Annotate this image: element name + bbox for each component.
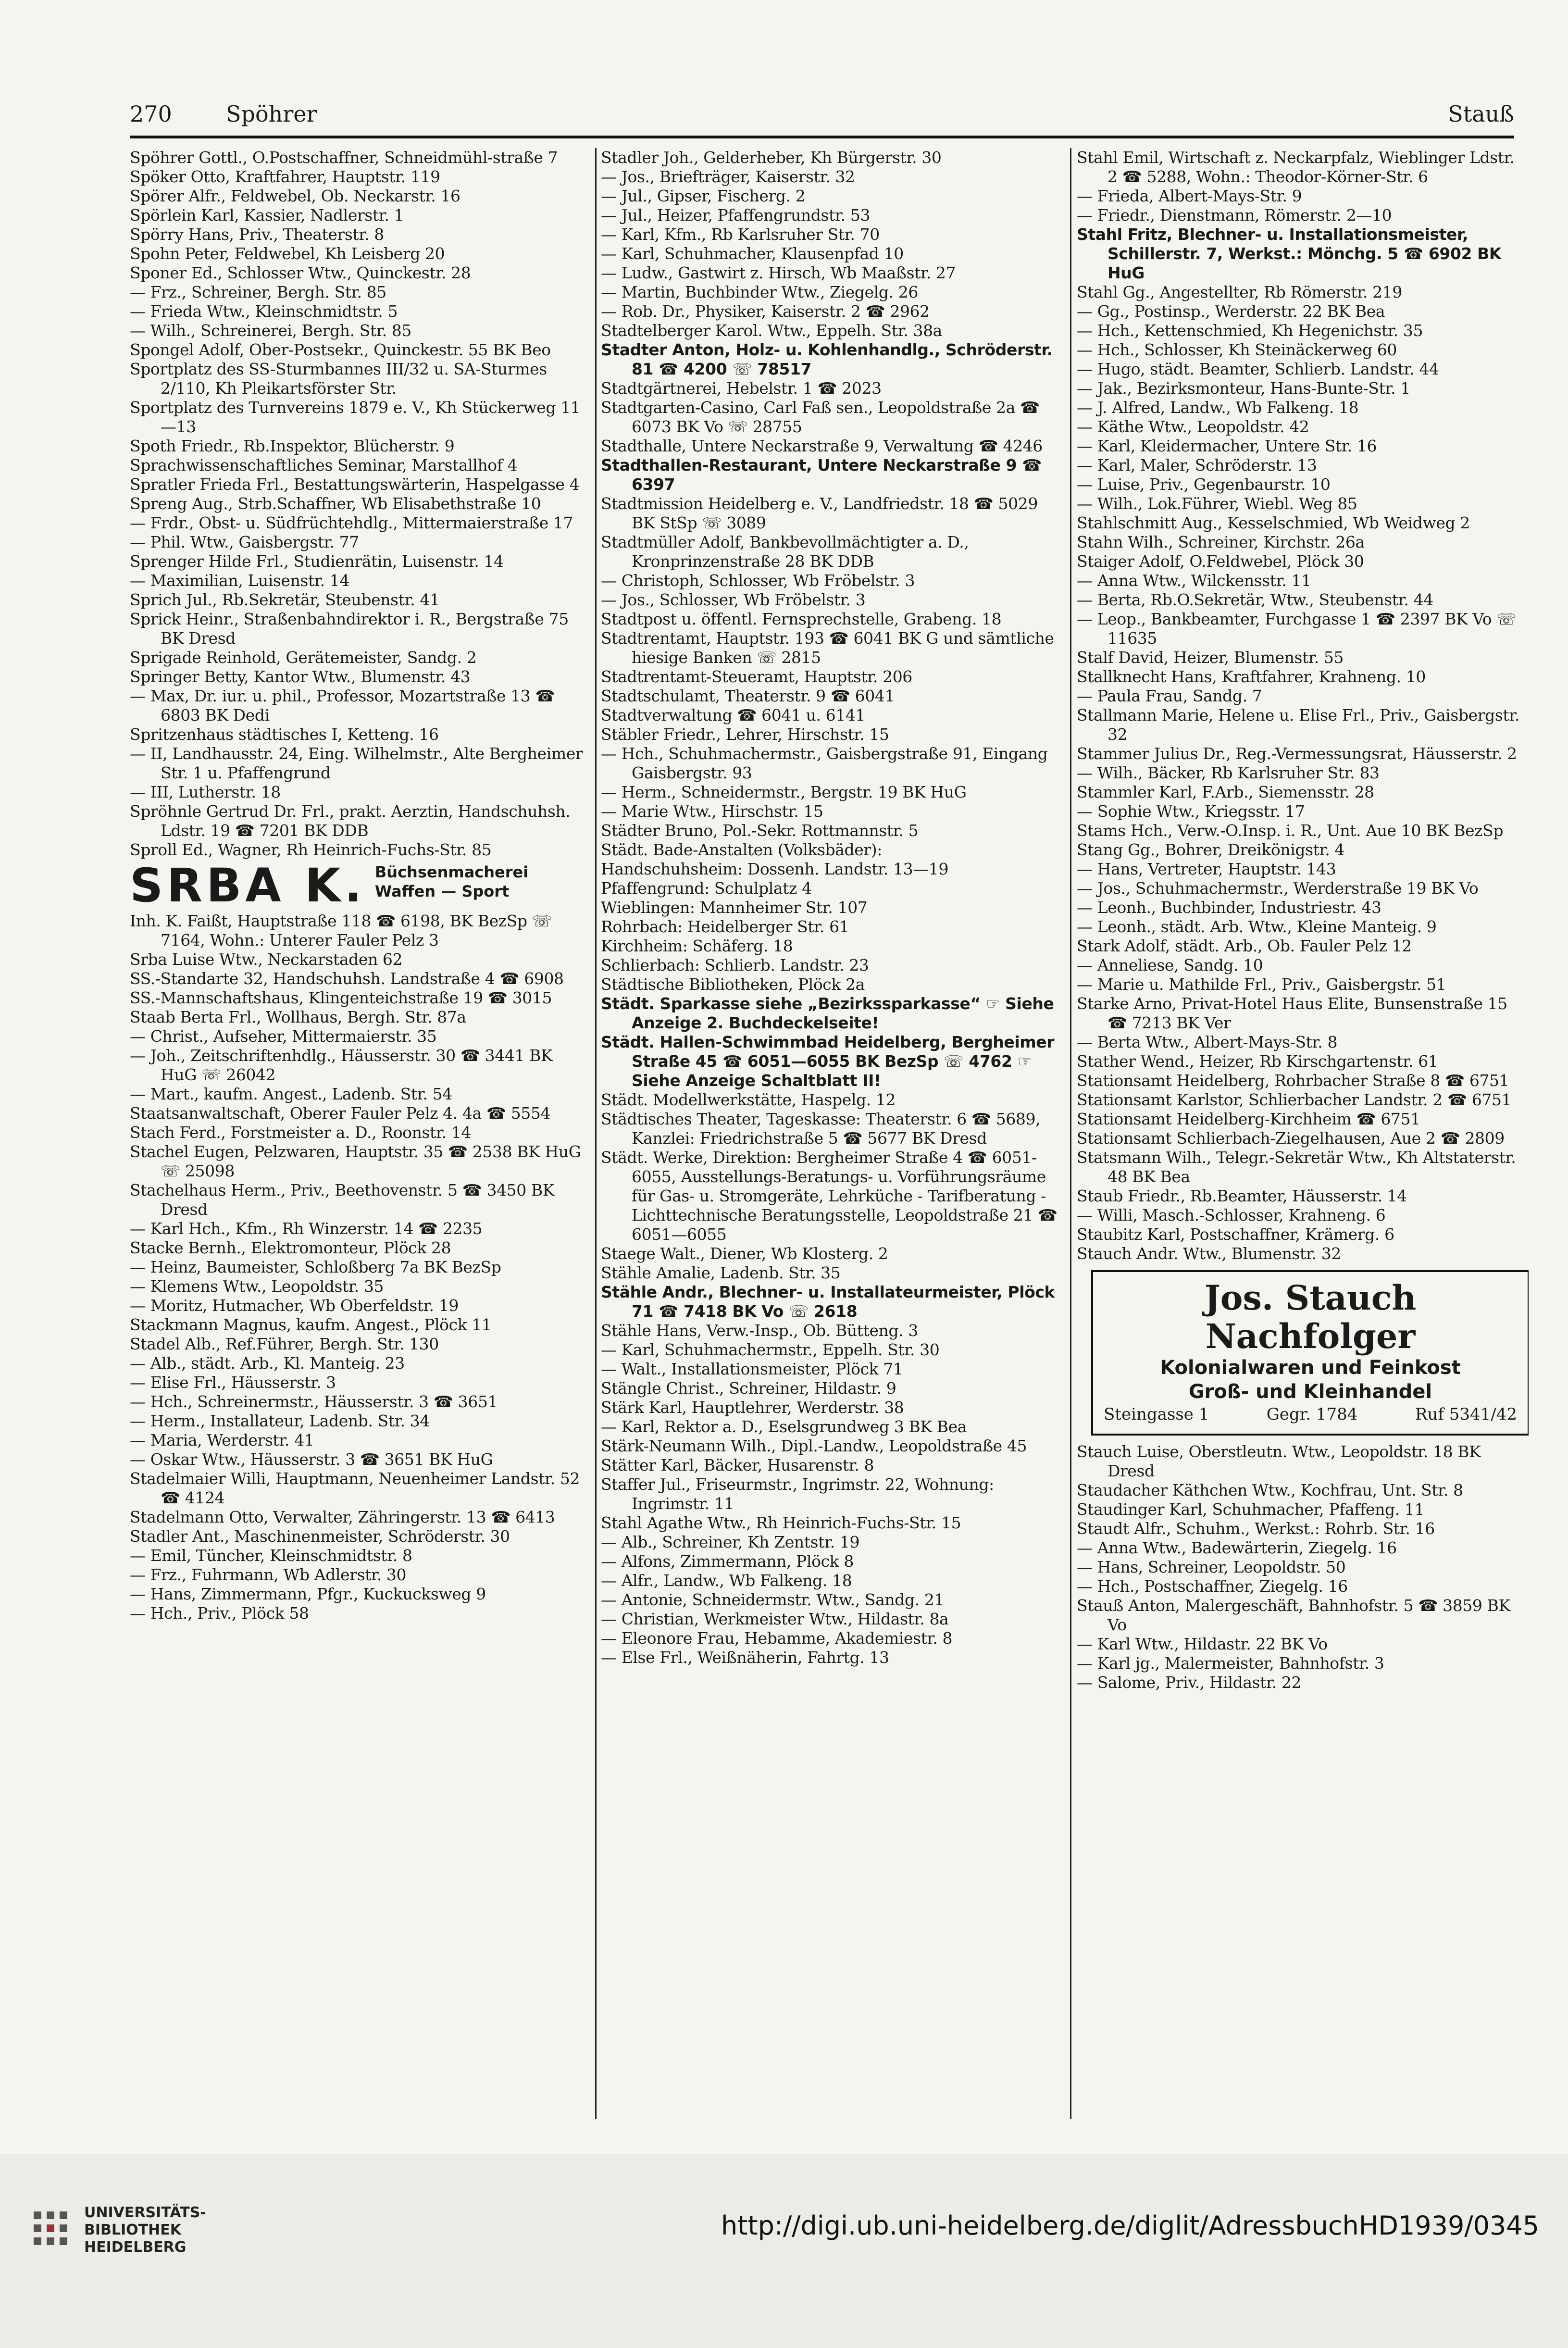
directory-entry: Sprenger Hilde Frl., Studienrätin, Luisenstr. 14 [130, 552, 504, 571]
directory-entry: — Hch., Schlosser, Kh Steinäckerweg 60 [1077, 340, 1397, 359]
directory-entry: — Rob. Dr., Physiker, Kaiserstr. 2 ☎ 2962 [601, 302, 930, 321]
directory-entry: Städtische Bibliotheken, Plöck 2a [601, 975, 865, 994]
directory-entry: — Moritz, Hutmacher, Wb Oberfeldstr. 19 [130, 1296, 459, 1315]
directory-entry: Stacke Bernh., Elektromonteur, Plöck 28 [130, 1238, 451, 1257]
directory-entry: — Else Frl., Weißnäherin, Fahrtg. 13 [601, 1648, 889, 1667]
stauch-advertisement [1091, 1270, 1529, 1436]
directory-entry: — Maria, Werderstr. 41 [130, 1431, 314, 1449]
directory-entry: — Hans, Schreiner, Leopoldstr. 50 [1077, 1558, 1346, 1576]
directory-entry: Stallmann Marie, Helene u. Elise Frl., Priv., Gaisbergstr. 32 [1077, 706, 1520, 744]
directory-entry: Stärk-Neumann Wilh., Dipl.-Landw., Leopoldstraße 45 [601, 1436, 1027, 1455]
directory-entry: — Gg., Postinsp., Werderstr. 22 BK Bea [1077, 302, 1385, 321]
stauch-founded: Gegr. 1784 [1266, 1405, 1358, 1424]
directory-entry: — Hch., Schuhmachermstr., Gaisbergstraße 91, Eingang Gaisbergstr. 93 [601, 744, 1048, 782]
directory-entry: Stähle Hans, Verw.-Insp., Ob. Bütteng. 3 [601, 1321, 918, 1340]
directory-entry: — Frieda Wtw., Kleinschmidtstr. 5 [130, 302, 398, 321]
directory-entry: Spohn Peter, Feldwebel, Kh Leisberg 20 [130, 244, 445, 263]
stauch-line1: Kolonialwaren und Feinkost [1160, 1357, 1461, 1379]
directory-entry: Stadler Joh., Gelderheber, Kh Bürgerstr. 30 [601, 148, 942, 167]
directory-entry: Srba Luise Wtw., Neckarstaden 62 [130, 950, 403, 969]
directory-entry: Handschuhsheim: Dossenh. Landstr. 13—19 [601, 860, 949, 878]
directory-entry: Staatsanwaltschaft, Oberer Fauler Pelz 4. 4a ☎ 5554 [130, 1104, 551, 1123]
directory-entry: Stadtmüller Adolf, Bankbevollmächtigter a. D., Kronprinzenstraße 28 BK DDB [601, 533, 969, 571]
directory-entry: — Klemens Wtw., Leopoldstr. 35 [130, 1277, 384, 1296]
directory-entry: Pfaffengrund: Schulplatz 4 [601, 879, 812, 898]
directory-entry: — Jul., Gipser, Fischerg. 2 [601, 187, 806, 205]
directory-entry: Stams Hch., Verw.-O.Insp. i. R., Unt. Aue 10 BK BezSp [1077, 821, 1504, 840]
directory-entry: — Käthe Wtw., Leopoldstr. 42 [1077, 417, 1309, 436]
directory-entry: — III, Lutherstr. 18 [130, 783, 281, 801]
header-right-keyword: Stauß [1448, 101, 1514, 127]
column-2 [601, 148, 1062, 2119]
directory-entry: Staudinger Karl, Schuhmacher, Pfaffeng. 11 [1077, 1500, 1425, 1519]
directory-entry: Stallknecht Hans, Kraftfahrer, Krahneng. 10 [1077, 667, 1426, 686]
directory-entry: — Herm., Schneidermstr., Bergstr. 19 BK HuG [601, 783, 967, 801]
stauch-contact [1104, 1404, 1517, 1425]
directory-entry: — Karl, Rektor a. D., Eselsgrundweg 3 BK Bea [601, 1417, 967, 1436]
directory-entry: Stadtrentamt-Steueramt, Hauptstr. 206 [601, 667, 912, 686]
directory-entry: — Oskar Wtw., Häusserstr. 3 ☎ 3651 BK HuG [130, 1450, 493, 1469]
directory-entry: Städt. Modellwerkstätte, Haspelg. 12 [601, 1090, 896, 1109]
directory-entry: — Jos., Briefträger, Kaiserstr. 32 [601, 167, 855, 186]
srba-name: SRBA K. [130, 859, 366, 912]
srba-line2: Waffen — Sport [374, 882, 510, 900]
directory-entry: — J. Alfred, Landw., Wb Falkeng. 18 [1077, 398, 1359, 417]
directory-entry: Städt. Werke, Direktion: Bergheimer Straße 4 ☎ 6051-6055, Ausstellungs-Beratungs- u. Vorführungsräume für Gas- u. Stromgeräte, Lehrküche - Tarifberatung - Lichttechnische Beratungsstelle, Leopoldstraße 21 ☎ 6051—6055 [601, 1148, 1058, 1244]
directory-entry: Stationsamt Heidelberg-Kirchheim ☎ 6751 [1077, 1110, 1420, 1128]
directory-entry: — Karl Hch., Kfm., Rh Winzerstr. 14 ☎ 2235 [130, 1219, 483, 1238]
directory-entry: Sprigade Reinhold, Gerätemeister, Sandg. 2 [130, 648, 477, 667]
directory-entry: — Wilh., Bäcker, Rb Karlsruher Str. 83 [1077, 763, 1380, 782]
directory-entry: Stather Wend., Heizer, Rb Kirschgartenstr. 61 [1077, 1052, 1438, 1071]
directory-entry: SS.-Mannschaftshaus, Klingenteichstraße 19 ☎ 3015 [130, 988, 552, 1007]
column-divider [1070, 148, 1071, 2119]
directory-entry: Staab Berta Frl., Wollhaus, Bergh. Str. 87a [130, 1008, 466, 1026]
directory-entry: — Karl, Kleidermacher, Untere Str. 16 [1077, 437, 1377, 455]
directory-entry: Stammer Julius Dr., Reg.-Vermessungsrat, Häusserstr. 2 [1077, 744, 1517, 763]
directory-entry: Stachelhaus Herm., Priv., Beethovenstr. 5 ☎ 3450 BK Dresd [130, 1181, 555, 1219]
directory-entry: — Willi, Masch.-Schlosser, Krahneng. 6 [1077, 1206, 1386, 1224]
directory-entry: — Wilh., Lok.Führer, Wiebl. Weg 85 [1077, 494, 1357, 513]
stauch-title: Jos. Stauch Nachfolger [1204, 1278, 1417, 1356]
directory-entry: Spöhrer Gottl., O.Postschaffner, Schneidmühl-straße 7 [130, 148, 558, 167]
directory-entry: Stähle Andr., Blechner- u. Installateurmeister, Plöck 71 ☎ 7418 BK Vo ☏ 2618 [601, 1283, 1055, 1321]
directory-entry: Springer Betty, Kantor Wtw., Blumenstr. 43 [130, 667, 471, 686]
directory-entry: — Karl, Schuhmachermstr., Eppelh. Str. 30 [601, 1340, 940, 1359]
directory-entry: Stätter Karl, Bäcker, Husarenstr. 8 [601, 1456, 874, 1474]
directory-entry: — Luise, Priv., Gegenbaurstr. 10 [1077, 475, 1331, 494]
directory-entry: Staiger Adolf, O.Feldwebel, Plöck 30 [1077, 552, 1364, 571]
directory-entry: — Sophie Wtw., Kriegsstr. 17 [1077, 802, 1305, 821]
directory-entry: — Hans, Vertreter, Hauptstr. 143 [1077, 860, 1336, 878]
directory-entry: — Jak., Bezirksmonteur, Hans-Bunte-Str. 1 [1077, 379, 1410, 398]
directory-entry: Spöker Otto, Kraftfahrer, Hauptstr. 119 [130, 167, 440, 186]
column-1 [130, 148, 591, 2119]
directory-entry: Inh. K. Faißt, Hauptstraße 118 ☎ 6198, BK BezSp ☏ 7164, Wohn.: Unterer Fauler Pelz 3 [130, 912, 552, 949]
stauch-address: Steingasse 1 [1104, 1405, 1209, 1424]
directory-entry: — Karl jg., Malermeister, Bahnhofstr. 3 [1077, 1654, 1384, 1673]
directory-entry: Stängle Christ., Schreiner, Hildastr. 9 [601, 1379, 896, 1398]
directory-entry: Spörlein Karl, Kassier, Nadlerstr. 1 [130, 206, 404, 225]
directory-entry: Stäbler Friedr., Lehrer, Hirschstr. 15 [601, 725, 889, 744]
directory-entry: — Jos., Schuhmachermstr., Werderstraße 19 BK Vo [1077, 879, 1479, 898]
directory-entry: Stadtgarten-Casino, Carl Faß sen., Leopoldstraße 2a ☎ 6073 BK Vo ☏ 28755 [601, 398, 1040, 436]
directory-entry: — Alfr., Landw., Wb Falkeng. 18 [601, 1571, 852, 1590]
directory-entry: — Hch., Kettenschmied, Kh Hegenichstr. 35 [1077, 321, 1423, 340]
directory-entry: — Leonh., Buchbinder, Industriestr. 43 [1077, 898, 1381, 917]
directory-entry: — Marie Wtw., Hirschstr. 15 [601, 802, 823, 821]
directory-entry: — Wilh., Schreinerei, Bergh. Str. 85 [130, 321, 411, 340]
directory-entry: — Eleonore Frau, Hebamme, Akademiestr. 8 [601, 1629, 953, 1648]
column-divider [595, 148, 597, 2119]
directory-entry: Spreng Aug., Strb.Schaffner, Wb Elisabethstraße 10 [130, 494, 541, 513]
directory-entry: Stark Adolf, städt. Arb., Ob. Fauler Pelz 12 [1077, 937, 1412, 955]
directory-entry: Stadtmission Heidelberg e. V., Landfriedstr. 18 ☎ 5029 BK StSp ☏ 3089 [601, 494, 1038, 532]
directory-entry: Spörer Alfr., Feldwebel, Ob. Neckarstr. 16 [130, 187, 460, 205]
directory-entry: Stach Ferd., Forstmeister a. D., Roonstr. 14 [130, 1123, 472, 1142]
directory-entry: Wieblingen: Mannheimer Str. 107 [601, 898, 868, 917]
directory-entry: Stärk Karl, Hauptlehrer, Werderstr. 38 [601, 1398, 904, 1417]
directory-entry: Staub Friedr., Rb.Beamter, Häusserstr. 14 [1077, 1186, 1407, 1205]
directory-entry: Sportplatz des Turnvereins 1879 e. V., Kh Stückerweg 11—13 [130, 398, 581, 436]
directory-entry: — Maximilian, Luisenstr. 14 [130, 571, 349, 590]
page-number: 270 [130, 101, 172, 127]
directory-entry: Stachel Eugen, Pelzwaren, Hauptstr. 35 ☎ 2538 BK HuG ☏ 25098 [130, 1142, 581, 1180]
directory-entry: Stadter Anton, Holz- u. Kohlenhandlg., Schröderstr. 81 ☎ 4200 ☏ 78517 [601, 340, 1053, 378]
directory-entry: Spoth Friedr., Rb.Inspektor, Blücherstr. 9 [130, 437, 455, 455]
directory-entry: Staudt Alfr., Schuhm., Werkst.: Rohrb. Str. 16 [1077, 1519, 1435, 1538]
directory-entry: Städtisches Theater, Tageskasse: Theaterstr. 6 ☎ 5689, Kanzlei: Friedrichstraße 5 ☎ 5677 BK Dresd [601, 1110, 1041, 1148]
directory-entry: — Anna Wtw., Badewärterin, Ziegelg. 16 [1077, 1538, 1397, 1557]
directory-entry: — Christ., Aufseher, Mittermaierstr. 35 [130, 1027, 437, 1046]
directory-entry: — Max, Dr. iur. u. phil., Professor, Mozartstraße 13 ☎ 6803 BK Dedi [130, 687, 555, 724]
directory-entry: — Anna Wtw., Wilckensstr. 11 [1077, 571, 1311, 590]
directory-entry: Stadtelberger Karol. Wtw., Eppelh. Str. 38a [601, 321, 942, 340]
directory-entry: Stadthallen-Restaurant, Untere Neckarstraße 9 ☎ 6397 [601, 456, 1042, 494]
stauch-phone: Ruf 5341/42 [1415, 1405, 1517, 1424]
directory-entry: Stadelmaier Willi, Hauptmann, Neuenheimer Landstr. 52 ☎ 4124 [130, 1469, 580, 1507]
srba-line1: Büchsenmacherei [374, 863, 529, 881]
footer-bar [0, 2154, 1568, 2348]
directory-entry: Stadel Alb., Ref.Führer, Bergh. Str. 130 [130, 1335, 439, 1353]
directory-entry: — Leop., Bankbeamter, Furchgasse 1 ☎ 2397 BK Vo ☏ 11635 [1077, 610, 1517, 648]
directory-entry: — Frieda, Albert-Mays-Str. 9 [1077, 187, 1302, 205]
page-header [130, 101, 1514, 135]
directory-entry: — Jul., Heizer, Pfaffengrundstr. 53 [601, 206, 871, 225]
directory-entry: — Leonh., städt. Arb. Wtw., Kleine Manteig. 9 [1077, 917, 1437, 936]
directory-entry: Statsmann Wilh., Telegr.-Sekretär Wtw., Kh Altstaterstr. 48 BK Bea [1077, 1148, 1516, 1186]
directory-entry: Sportplatz des SS-Sturmbannes III/32 u. SA-Sturmes 2/110, Kh Pleikartsförster Str. [130, 360, 547, 398]
srba-tagline [375, 862, 528, 901]
directory-entry: — Friedr., Dienstmann, Römerstr. 2—10 [1077, 206, 1392, 225]
directory-entry: SS.-Standarte 32, Handschuhsh. Landstraße 4 ☎ 6908 [130, 969, 564, 988]
directory-entry: Stang Gg., Bohrer, Dreikönigstr. 4 [1077, 840, 1345, 859]
directory-entry: — Anneliese, Sandg. 10 [1077, 956, 1263, 974]
directory-entry: Städt. Bade-Anstalten (Volksbäder): [601, 840, 882, 859]
directory-entry: Stauch Luise, Oberstleutn. Wtw., Leopoldstr. 18 BK Dresd [1077, 1442, 1481, 1480]
directory-entry: Staubitz Karl, Postschaffner, Krämerg. 6 [1077, 1225, 1394, 1244]
directory-entry: — Hch., Postschaffner, Ziegelg. 16 [1077, 1577, 1348, 1596]
directory-entry: Stadler Ant., Maschinenmeister, Schröderstr. 30 [130, 1527, 510, 1546]
directory-entry: Stähle Amalie, Ladenb. Str. 35 [601, 1263, 841, 1282]
directory-entry: Sprachwissenschaftliches Seminar, Marstallhof 4 [130, 456, 518, 475]
directory-entry: — Martin, Buchbinder Wtw., Ziegelg. 26 [601, 283, 918, 301]
directory-entry: — Jos., Schlosser, Wb Fröbelstr. 3 [601, 590, 866, 609]
directory-entry: — Hugo, städt. Beamter, Schlierb. Landstr. 44 [1077, 360, 1439, 378]
directory-entry: Stationsamt Schlierbach-Ziegelhausen, Aue 2 ☎ 2809 [1077, 1129, 1505, 1148]
directory-entry: — Hch., Priv., Plöck 58 [130, 1604, 309, 1623]
library-name-line: BIBLIOTHEK [84, 2222, 181, 2238]
directory-entry: — Elise Frl., Häusserstr. 3 [130, 1373, 336, 1392]
directory-entry: Städter Bruno, Pol.-Sekr. Rottmannstr. 5 [601, 821, 919, 840]
directory-entry: Stahlschmitt Aug., Kesselschmied, Wb Weidweg 2 [1077, 513, 1470, 532]
directory-entry: Städt. Sparkasse siehe „Bezirkssparkasse“ ☞ Siehe Anzeige 2. Buchdeckelseite! [601, 994, 1054, 1032]
directory-entry: Spröhnle Gertrud Dr. Frl., prakt. Aerztin, Handschuhsh. Ldstr. 19 ☎ 7201 BK DDB [130, 802, 571, 840]
library-name [84, 2204, 206, 2256]
directory-entry: — Phil. Wtw., Gaisbergstr. 77 [130, 533, 359, 551]
library-name-line: HEIDELBERG [84, 2239, 187, 2256]
directory-entry: — Marie u. Mathilde Frl., Priv., Gaisbergstr. 51 [1077, 975, 1446, 994]
directory-entry: — Paula Frau, Sandg. 7 [1077, 687, 1262, 705]
srba-advertisement [130, 859, 591, 912]
directory-entry: Stadtschulamt, Theaterstr. 9 ☎ 6041 [601, 687, 895, 705]
directory-entry: — Ludw., Gastwirt z. Hirsch, Wb Maaßstr. 27 [601, 263, 956, 282]
directory-entry: — Walt., Installationsmeister, Plöck 71 [601, 1360, 903, 1378]
directory-entry: Stahl Fritz, Blechner- u. Installationsmeister, Schillerstr. 7, Werkst.: Mönchg. 5 ☎ 6902 BK HuG [1077, 225, 1502, 282]
directory-entry: Stadtverwaltung ☎ 6041 u. 6141 [601, 706, 866, 724]
directory-entry: Stadthalle, Untere Neckarstraße 9, Verwaltung ☎ 4246 [601, 437, 1043, 455]
directory-entry: — Berta, Rb.O.Sekretär, Wtw., Steubenstr. 44 [1077, 590, 1433, 609]
permalink-url[interactable]: http://digi.ub.uni-heidelberg.de/diglit/AdressbuchHD1939/0345 [721, 2211, 1539, 2241]
directory-entry: Staffer Jul., Friseurmstr., Ingrimstr. 22, Wohnung: Ingrimstr. 11 [601, 1475, 994, 1513]
directory-entry: — Frz., Schreiner, Bergh. Str. 85 [130, 283, 386, 301]
header-left-keyword: Spöhrer [226, 101, 317, 127]
header-rule [130, 136, 1514, 138]
directory-entry: — II, Landhausstr. 24, Eing. Wilhelmstr., Alte Bergheimer Str. 1 u. Pfaffengrund [130, 744, 583, 782]
directory-entry: — Alb., Schreiner, Kh Zentstr. 19 [601, 1533, 860, 1551]
directory-entry: Starke Arno, Privat-Hotel Haus Elite, Bunsenstraße 15 ☎ 7213 BK Ver [1077, 994, 1507, 1032]
directory-entry: Stammler Karl, F.Arb., Siemensstr. 28 [1077, 783, 1374, 801]
column-3 [1077, 148, 1529, 2119]
directory-entry: Stationsamt Heidelberg, Rohrbacher Straße 8 ☎ 6751 [1077, 1071, 1509, 1090]
directory-entry: — Alb., städt. Arb., Kl. Manteig. 23 [130, 1354, 405, 1373]
directory-entry: Stalf David, Heizer, Blumenstr. 55 [1077, 648, 1344, 667]
directory-entry: Stauch Andr. Wtw., Blumenstr. 32 [1077, 1244, 1341, 1263]
directory-entry: — Berta Wtw., Albert-Mays-Str. 8 [1077, 1033, 1338, 1051]
directory-entry: — Frdr., Obst- u. Südfrüchtehdlg., Mittermaierstraße 17 [130, 513, 573, 532]
directory-entry: Schlierbach: Schlierb. Landstr. 23 [601, 956, 869, 974]
directory-entry: — Karl, Maler, Schröderstr. 13 [1077, 456, 1317, 475]
directory-entry: Stahn Wilh., Schreiner, Kirchstr. 26a [1077, 533, 1365, 551]
directory-entry: — Karl, Schuhmacher, Klausenpfad 10 [601, 244, 904, 263]
directory-entry: Stadtrentamt, Hauptstr. 193 ☎ 6041 BK G und sämtliche hiesige Banken ☏ 2815 [601, 629, 1054, 667]
library-logo-icon [29, 2207, 72, 2250]
directory-entry: — Salome, Priv., Hildastr. 22 [1077, 1673, 1302, 1692]
directory-entry: Stackmann Magnus, kaufm. Angest., Plöck 11 [130, 1315, 492, 1334]
directory-entry: Sproll Ed., Wagner, Rh Heinrich-Fuchs-Str. 85 [130, 840, 492, 859]
directory-entry: — Joh., Zeitschriftenhdlg., Häusserstr. 30 ☎ 3441 BK HuG ☏ 26042 [130, 1046, 553, 1084]
directory-entry: — Mart., kaufm. Angest., Ladenb. Str. 54 [130, 1085, 452, 1103]
stauch-line2: Groß- und Kleinhandel [1188, 1381, 1432, 1403]
directory-entry: — Karl Wtw., Hildastr. 22 BK Vo [1077, 1635, 1328, 1653]
directory-entry: Stadtgärtnerei, Hebelstr. 1 ☎ 2023 [601, 379, 882, 398]
directory-entry: Rohrbach: Heidelberger Str. 61 [601, 917, 849, 936]
directory-entry: — Christian, Werkmeister Wtw., Hildastr. 8a [601, 1610, 949, 1628]
directory-entry: Staudacher Käthchen Wtw., Kochfrau, Unt. Str. 8 [1077, 1481, 1463, 1499]
directory-entry: — Alfons, Zimmermann, Plöck 8 [601, 1552, 854, 1571]
directory-entry: — Hch., Schreinermstr., Häusserstr. 3 ☎ 3651 [130, 1392, 498, 1411]
directory-entry: — Karl, Kfm., Rb Karlsruher Str. 70 [601, 225, 880, 244]
directory-entry: Sprich Jul., Rb.Sekretär, Steubenstr. 41 [130, 590, 440, 609]
directory-entry: Kirchheim: Schäferg. 18 [601, 937, 793, 955]
directory-entry: Stadelmann Otto, Verwalter, Zähringerstr. 13 ☎ 6413 [130, 1508, 555, 1526]
directory-entry: Sponer Ed., Schlosser Wtw., Quinckestr. 28 [130, 263, 471, 282]
directory-entry: Spritzenhaus städtisches I, Ketteng. 16 [130, 725, 439, 744]
directory-entry: — Herm., Installateur, Ladenb. Str. 34 [130, 1411, 430, 1430]
directory-entry: — Antonie, Schneidermstr. Wtw., Sandg. 21 [601, 1590, 945, 1609]
directory-entry: — Emil, Tüncher, Kleinschmidtstr. 8 [130, 1546, 412, 1565]
directory-entry: Städt. Hallen-Schwimmbad Heidelberg, Bergheimer Straße 45 ☎ 6051—6055 BK BezSp ☏ 4762 ☞ Siehe Anzeige Schaltblatt II! [601, 1033, 1055, 1090]
directory-entry: Stahl Gg., Angestellter, Rb Römerstr. 219 [1077, 283, 1402, 301]
library-name-line: UNIVERSITÄTS- [84, 2204, 206, 2221]
directory-entry: Sprick Heinr., Straßenbahndirektor i. R., Bergstraße 75 BK Dresd [130, 610, 569, 648]
directory-entry: Stahl Emil, Wirtschaft z. Neckarpfalz, Wieblinger Ldstr. 2 ☎ 5288, Wohn.: Theodor-Körner-Str. 6 [1077, 148, 1515, 186]
directory-entry: Stadtpost u. öffentl. Fernsprechstelle, Grabeng. 18 [601, 610, 1002, 628]
directory-entry: Stauß Anton, Malergeschäft, Bahnhofstr. 5 ☎ 3859 BK Vo [1077, 1596, 1510, 1634]
directory-entry: — Christoph, Schlosser, Wb Fröbelstr. 3 [601, 571, 915, 590]
directory-entry: Stationsamt Karlstor, Schlierbacher Landstr. 2 ☎ 6751 [1077, 1090, 1512, 1109]
directory-entry: Spratler Frieda Frl., Bestattungswärterin, Haspelgasse 4 [130, 475, 580, 494]
directory-entry: — Frz., Fuhrmann, Wb Adlerstr. 30 [130, 1565, 407, 1584]
directory-entry: Staege Walt., Diener, Wb Klosterg. 2 [601, 1244, 888, 1263]
directory-entry: Spörry Hans, Priv., Theaterstr. 8 [130, 225, 384, 244]
directory-entry: Spongel Adolf, Ober-Postsekr., Quinckestr. 55 BK Beo [130, 340, 551, 359]
directory-entry: — Heinz, Baumeister, Schloßberg 7a BK BezSp [130, 1258, 501, 1276]
directory-entry: Stahl Agathe Wtw., Rh Heinrich-Fuchs-Str. 15 [601, 1513, 961, 1532]
directory-entry: — Hans, Zimmermann, Pfgr., Kuckucksweg 9 [130, 1585, 486, 1603]
